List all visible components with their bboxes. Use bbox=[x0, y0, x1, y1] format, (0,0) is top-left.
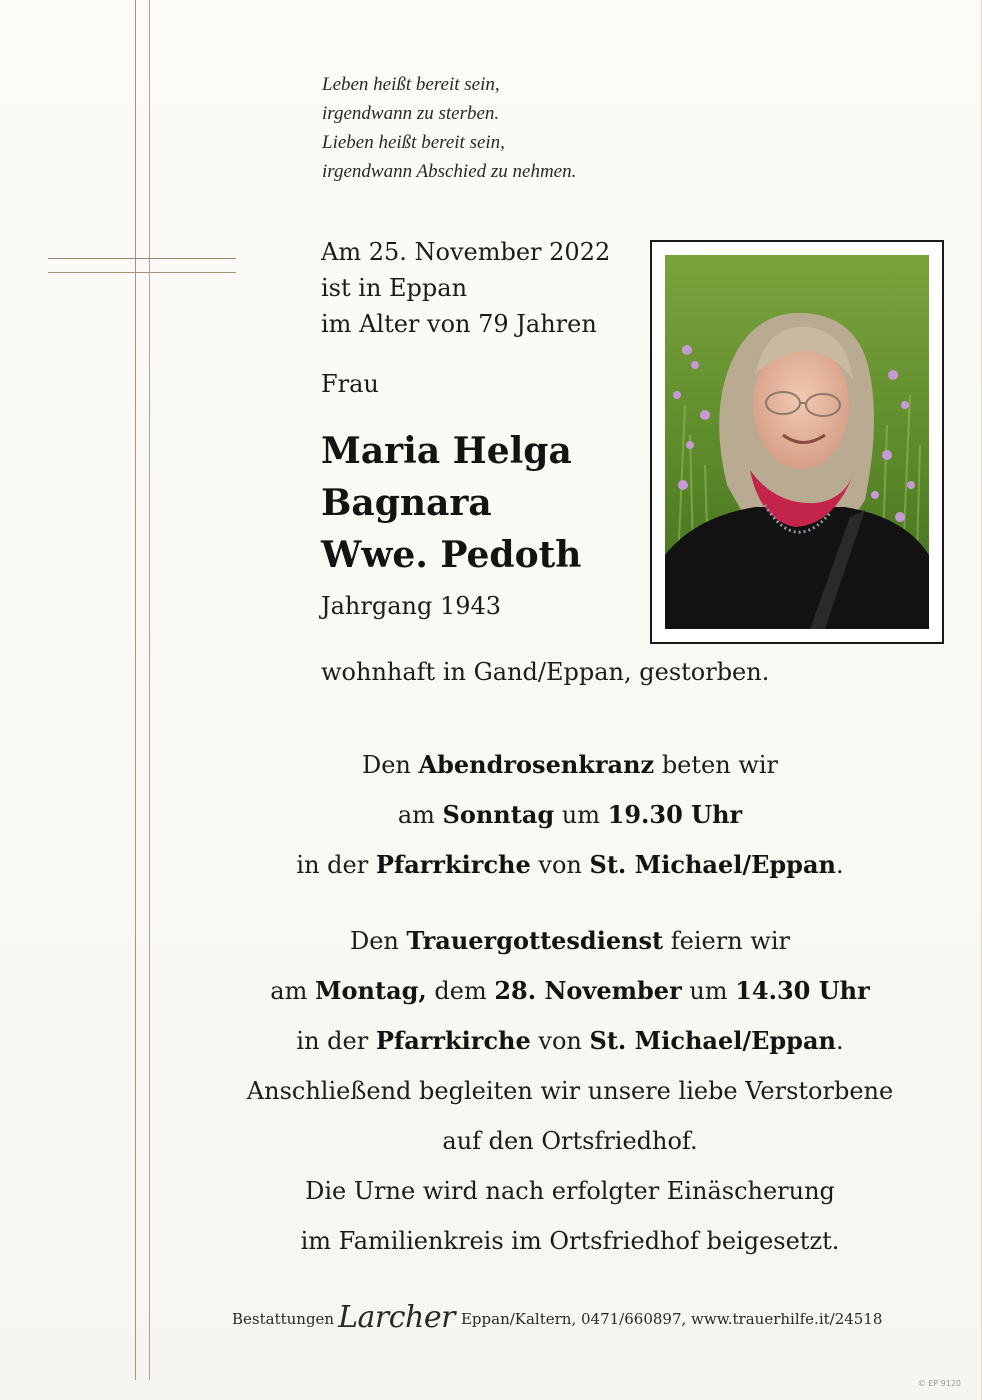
name-line: Wwe. Pedoth bbox=[321, 534, 582, 576]
portrait-photo bbox=[665, 255, 929, 629]
death-notice-intro bbox=[321, 234, 641, 342]
mass-line-2: am Montag, dem 28. November um 14.30 Uhr bbox=[270, 976, 870, 1005]
funeral-home-footer bbox=[232, 1300, 932, 1335]
intro-line: ist in Eppan bbox=[321, 274, 468, 302]
salutation: Frau bbox=[321, 370, 379, 398]
mass-line-4: Anschließend begleiten wir unsere liebe Verstorbene bbox=[246, 1077, 894, 1105]
deceased-name bbox=[321, 425, 641, 581]
rosary-line-2: am Sonntag um 19.30 Uhr bbox=[397, 800, 743, 829]
funeral-home-logo: Larcher bbox=[338, 1300, 455, 1335]
mass-line-3: in der Pfarrkirche von St. Michael/Eppan. bbox=[296, 1026, 844, 1055]
funeral-mass-announcement bbox=[160, 916, 980, 1266]
footer-contact: Eppan/Kaltern, 0471/660897, www.trauerhilfe.it/24518 bbox=[460, 1310, 883, 1328]
rosary-line-3: in der Pfarrkirche von St. Michael/Eppan. bbox=[296, 850, 844, 879]
cross-horizontal-line bbox=[48, 272, 236, 273]
footer-prefix: Bestattungen bbox=[232, 1310, 335, 1328]
cross-vertical-line bbox=[149, 0, 150, 1380]
rosary-line-1: Den Abendrosenkranz beten wir bbox=[361, 750, 779, 779]
name-line: Maria Helga bbox=[321, 430, 572, 472]
mass-line-1: Den Trauergottesdienst feiern wir bbox=[349, 926, 790, 955]
print-code: © EP 9120 bbox=[917, 1379, 961, 1388]
mass-line-5: auf den Ortsfriedhof. bbox=[442, 1127, 698, 1155]
portrait-frame bbox=[650, 240, 944, 644]
cross-center bbox=[136, 259, 149, 272]
intro-line: Am 25. November 2022 bbox=[321, 238, 611, 266]
poem-line: Lieben heißt bereit sein, bbox=[322, 132, 505, 153]
name-line: Bagnara bbox=[321, 482, 492, 524]
mass-line-6: Die Urne wird nach erfolgter Einäscherung bbox=[305, 1177, 835, 1205]
intro-line: im Alter von 79 Jahren bbox=[321, 310, 597, 338]
poem-line: irgendwann Abschied zu nehmen. bbox=[322, 161, 577, 182]
cross-vertical-line bbox=[135, 0, 136, 1380]
birth-year: Jahrgang 1943 bbox=[321, 592, 502, 620]
rosary-announcement bbox=[160, 740, 980, 890]
memorial-poem bbox=[322, 70, 662, 186]
mass-line-7: im Familienkreis im Ortsfriedhof beigesetzt. bbox=[300, 1227, 840, 1255]
residence-text: wohnhaft in Gand/Eppan, gestorben. bbox=[321, 658, 770, 686]
poem-line: irgendwann zu sterben. bbox=[322, 103, 500, 124]
poem-line: Leben heißt bereit sein, bbox=[322, 74, 500, 95]
